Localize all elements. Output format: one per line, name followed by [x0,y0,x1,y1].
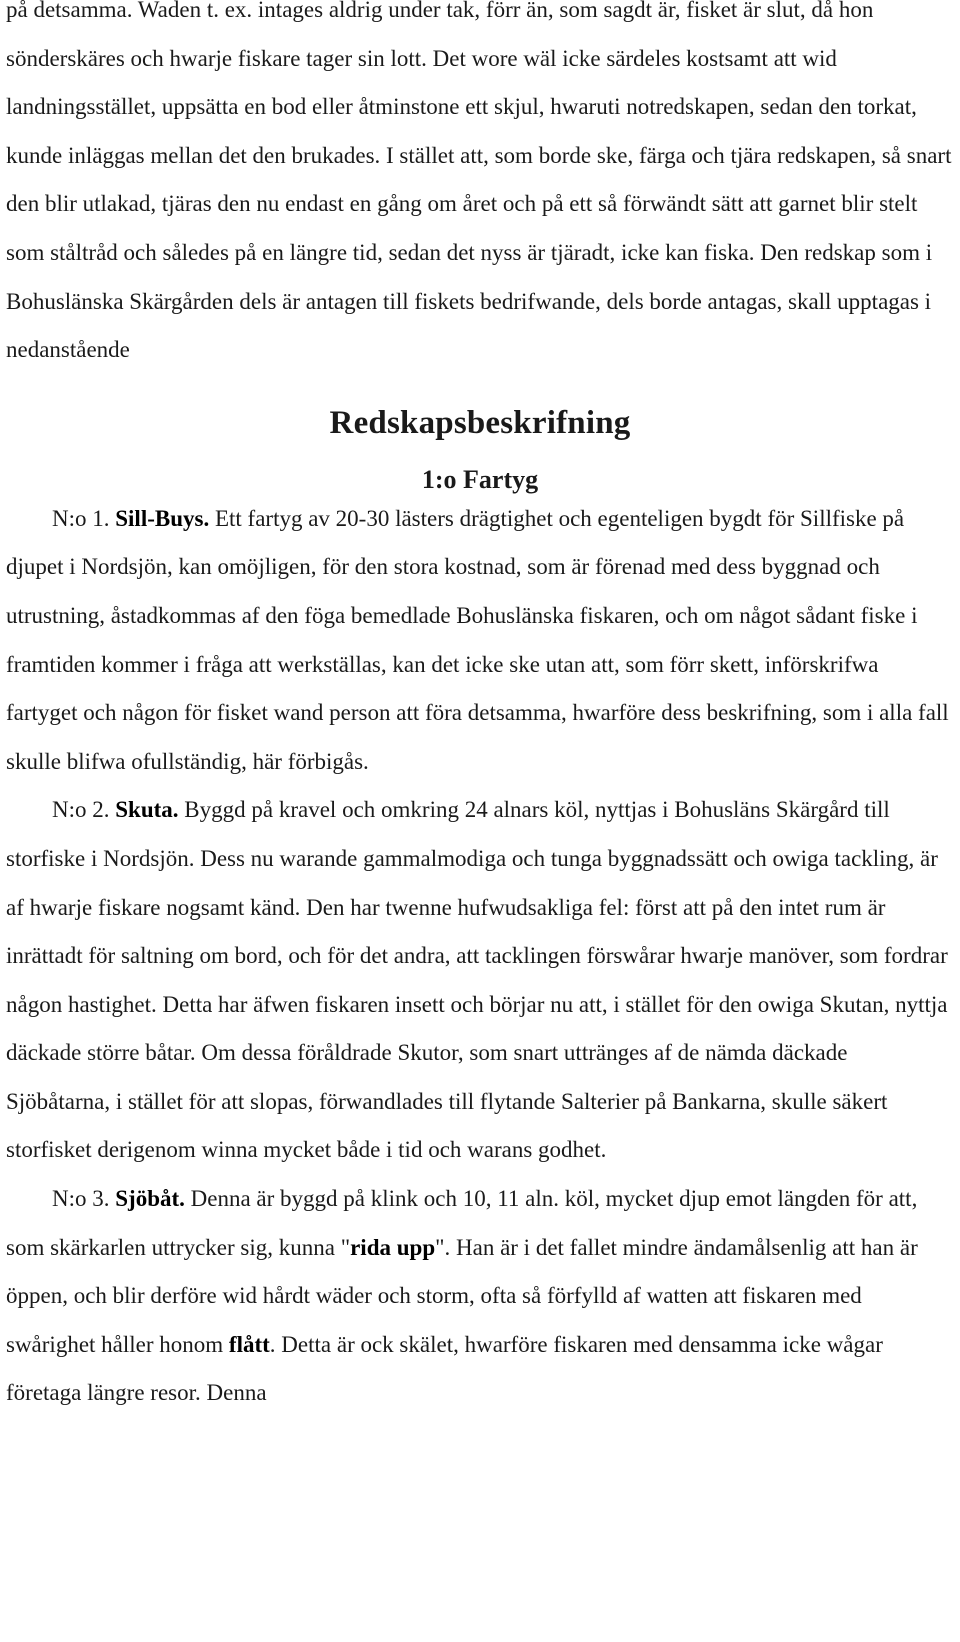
intro-paragraph: på detsamma. Waden t. ex. intages aldrig under tak, förr än, som sagdt är, fisket är slut, då hon sönderskäres och hwarje fiskare tager sin lott. Det wore wäl icke särdeles kostsamt att wid landningsstället, uppsätta en bod eller åtminstone ett skjul, hwaruti notredskapen, sedan den torkat, kunde inläggas mellan det den brukades. I stället att, som borde ske, färga och tjära redskapen, så snart den blir utlakad, tjäras den nu endast en gång om året och på ett så förwändt sätt att garnet blir stelt som ståltråd och således på en längre tid, sedan det nyss är tjäradt, icke kan fiska. Den redskap som i Bohuslänska Skärgården dels är antagen till fiskets bedrifwande, dels borde antagas, skall upptagas i nedanstående [6,0,952,363]
entry-number: N:o 1. [52,505,110,531]
entry-number: N:o 2. [52,797,110,823]
entry-text: Byggd på kravel och omkring 24 alnars köl, nyttjas i Bohusläns Skärgård till storfiske i Nordsjön. Dess nu warande gammalmodiga och tunga byggnadssätt och owiga tackling, är af hwarje fiskare nogsamt känd. Den har twenne hufwudsakliga fel: först att på den intet rum är inrättadt för saltning om bord, och för det andra, att tacklingen förswårar hwarje manöver, som fordrar någon hastighet. Detta har äfwen fiskaren insett och börjar nu att, i stället för den owiga Skutan, nyttja däckade större båtar. Om dessa föråldrade Skutor, som snart uttränges af de nämda däckade Sjöbåtarna, i stället för att slopas, förwandlades till flytande Salterier på Bankarna, skulle säkert storfisket derigenom winna mycket både i tid och warans godhet. [6,797,948,1163]
entry-number: N:o 3. [52,1186,110,1212]
entry-skuta [6,786,954,1175]
entry-sill-buys [6,495,954,787]
entry-name: Sjöbåt. [115,1186,185,1212]
entry-text: . Detta är ock skälet, hwarföre fiskaren med densamma icke wågar företaga längre resor. Denna [6,1331,883,1406]
entry-text: Denna är byggd på klink och 10, 11 aln. köl, mycket djup emot längden för att, som skärkarlen uttrycker sig, kunna " [6,1186,918,1260]
entry-text: Ett fartyg av 20-30 lästers drägtighet och egenteligen bygdt för Sillfiske på djupet i Nordsjön, kan omöjligen, för den stora kostnad, som är förenad med dess byggnad och utrustning, åstadkommas af den föga bemedlade Bohuslänska fiskaren, och om något sådant fiske i framtiden kommer i fråga att werkställas, kan det icke ske utan att, som förr skett, införskrifwa fartyget och någon för fisket wand person att föra detsamma, hwarföre dess beskrifning, som i alla fall skulle blifwa ofullständig, här förbigås. [6,505,949,774]
subsection-title: 1:o Fartyg [421,464,539,494]
emphasis-term: rida upp [350,1234,436,1260]
document-page [6,0,954,1418]
entry-text: ". Han är i det fallet mindre ändamålsenlig att han är öppen, och blir derföre wid hårdt wäder och storm, ofta så förfylld af watten att fiskaren med swårighet håller honom [6,1234,918,1357]
emphasis-term: flått [228,1331,270,1357]
entry-name: Skuta. [115,797,179,823]
entry-name: Sill-Buys. [115,505,210,531]
entry-sjobat [6,1175,954,1418]
section-title: Redskapsbeskrifning [329,404,631,441]
